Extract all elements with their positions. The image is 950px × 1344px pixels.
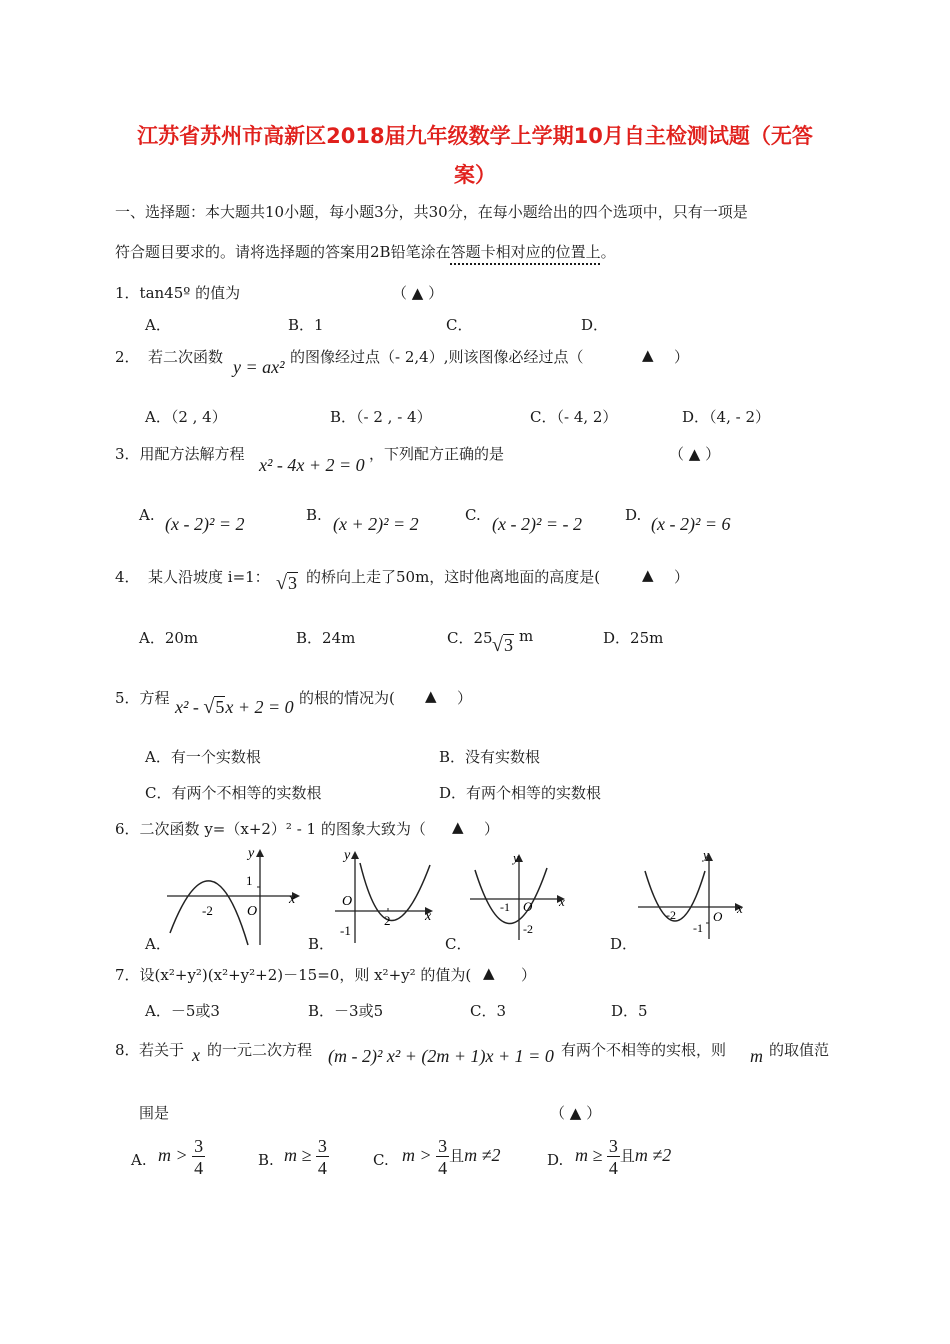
- question-8-text-a: 若关于: [139, 1041, 185, 1059]
- origin-label: O: [342, 894, 353, 909]
- y-axis-label: y: [344, 848, 351, 863]
- option-a: A．: [145, 316, 171, 334]
- section-intro-end: 。: [600, 243, 616, 261]
- option-c-formula: (x - 2)² = - 2: [492, 514, 583, 534]
- option-b-formula: (x + 2)² = 2: [333, 514, 419, 534]
- option-a-letter: A.: [139, 506, 155, 524]
- question-6-stem-end: ）: [484, 820, 500, 838]
- option-b: B．24m: [296, 629, 356, 647]
- question-text: tan45º 的值为: [139, 284, 241, 302]
- emphasized-text: 答题卡相对应的位置上: [450, 243, 601, 261]
- option-c: C．3: [470, 1002, 507, 1020]
- option-d-letter: D.: [625, 506, 642, 524]
- option-b: B．没有实数根: [439, 748, 541, 766]
- triangle-mark: ▲: [642, 346, 654, 364]
- graph-a: [162, 845, 302, 950]
- option-a: A．有一个实数根: [145, 748, 261, 766]
- question-text: 方程: [139, 689, 170, 707]
- option-a: A．－5或3: [145, 1002, 220, 1020]
- option-b: B．: [308, 935, 335, 953]
- question-8-text-d: 的取值范: [769, 1041, 830, 1059]
- option-c-letter: C.: [465, 506, 481, 524]
- option-d: D．（4, - 2）: [682, 408, 770, 426]
- question-2-text-a: 若二次函数: [148, 348, 224, 366]
- option-a: A．20m: [139, 629, 199, 647]
- formula: x² - 4x + 2 = 0: [259, 455, 365, 475]
- formula: x² - √5x + 2 = 0: [175, 696, 294, 718]
- y-axis-label: y: [513, 850, 519, 865]
- y-axis-label: y: [703, 847, 709, 862]
- question-5-stem-a: [115, 687, 170, 708]
- question-number: 7．: [115, 966, 140, 984]
- section-intro-line-1: 一、选择题：本大题共10小题，每小题3分，共30分，在每小题给出的四个选项中，只有一项是: [115, 203, 748, 221]
- tick-label: 2: [384, 913, 391, 928]
- question-6-stem: [115, 818, 426, 839]
- question-8-number: 8．: [115, 1041, 140, 1059]
- title-line-2: 案）: [454, 163, 496, 187]
- option-a-formula: (x - 2)² = 2: [165, 514, 245, 534]
- triangle-mark: ▲: [452, 818, 464, 836]
- option-c: C．: [446, 316, 473, 334]
- tick-label: -2: [666, 908, 676, 922]
- option-c: C．: [445, 935, 472, 953]
- question-number: 1．: [115, 284, 140, 302]
- question-8-text-b: 的一元二次方程: [207, 1041, 313, 1059]
- tick-label: -2: [523, 922, 533, 936]
- option-b-letter: B.: [306, 506, 322, 524]
- answer-mark: （ ▲ ）: [550, 1104, 602, 1122]
- question-7-stem-end: ）: [521, 966, 537, 984]
- option-d: D．: [581, 316, 609, 334]
- tick-label: -1: [340, 923, 351, 938]
- option-c-formula: m > $\frac{3}{4}$ 且m ≠2: [402, 1136, 501, 1178]
- question-number: 5．: [115, 689, 140, 707]
- section-intro-text: 符合题目要求的。请将选择题的答案用2B铅笔涂在: [115, 243, 451, 261]
- question-text: 用配方法解方程: [139, 445, 245, 463]
- option-b-letter: B.: [258, 1151, 274, 1169]
- question-4-text-c: ）: [674, 568, 690, 586]
- question-8-text-e: 围是: [139, 1104, 170, 1122]
- question-8-text-c: 有两个不相等的实根，则: [561, 1041, 727, 1059]
- question-2-number: 2．: [115, 348, 140, 366]
- question-4-number: 4．: [115, 568, 140, 586]
- origin-label: O: [523, 899, 533, 914]
- graph-b: [330, 845, 440, 945]
- option-d: D．: [610, 935, 638, 953]
- question-number: 3．: [115, 445, 140, 463]
- variable-x: x: [192, 1045, 200, 1065]
- x-axis-label: x: [425, 909, 432, 924]
- triangle-mark: ▲: [483, 964, 495, 982]
- question-7-stem: [115, 964, 471, 985]
- question-2-text-c: ）: [674, 348, 690, 366]
- answer-mark: （ ▲ ）: [669, 445, 721, 463]
- option-d-formula: m ≥ $\frac{3}{4}$ 且m ≠2: [575, 1136, 672, 1178]
- option-c: C．有两个不相等的实数根: [145, 784, 322, 802]
- option-c: C．25: [447, 629, 493, 647]
- formula: y = ax²: [233, 357, 285, 377]
- question-2-text-b: 的图像经过点（- 2,4）,则该图像必经过点（: [290, 348, 584, 366]
- sqrt-expression: √3: [492, 634, 513, 656]
- y-axis-label: y: [248, 846, 255, 861]
- option-b-formula: m ≥ $\frac{3}{4}$: [284, 1136, 327, 1178]
- option-c-unit: m: [519, 627, 534, 645]
- triangle-mark: ▲: [425, 687, 437, 705]
- graph-c: [465, 848, 575, 943]
- option-d-formula: (x - 2)² = 6: [651, 514, 731, 534]
- graph-d: [633, 847, 753, 942]
- tick-label: -1: [500, 900, 510, 914]
- question-number: 6．: [115, 820, 140, 838]
- option-b: B．－3或5: [308, 1002, 384, 1020]
- option-b: B．1: [288, 316, 324, 334]
- sqrt-expression: √3: [276, 572, 297, 594]
- option-a-letter: A.: [131, 1151, 147, 1169]
- question-3-text-b: ，下列配方正确的是: [369, 445, 505, 463]
- triangle-mark: ▲: [642, 566, 654, 584]
- option-d: D．25m: [603, 629, 664, 647]
- tick-label: 1: [246, 873, 253, 888]
- question-1-stem: [115, 282, 240, 303]
- x-axis-label: x: [289, 892, 296, 907]
- answer-mark: （ ▲ ）: [392, 284, 444, 302]
- option-d-letter: D.: [547, 1151, 564, 1169]
- option-c-letter: C.: [373, 1151, 389, 1169]
- option-a: A．: [145, 935, 171, 953]
- tick-label: -2: [202, 903, 213, 918]
- question-5-text-c: ）: [457, 689, 473, 707]
- question-text: 设(x²+y²)(x²+y²+2)－15=0，则 x²+y² 的值为(: [139, 966, 472, 984]
- origin-label: O: [247, 904, 258, 919]
- origin-label: O: [713, 909, 723, 924]
- question-5-text-b: 的根的情况为(: [299, 689, 395, 707]
- question-text: 二次函数 y=（x+2）² - 1 的图象大致为（: [139, 820, 426, 838]
- option-d: D．有两个相等的实数根: [439, 784, 602, 802]
- question-3-stem-a: [115, 443, 245, 464]
- question-4-text-b: 的桥向上走了50m，这时他离地面的高度是(: [306, 568, 601, 586]
- option-d: D．5: [611, 1002, 648, 1020]
- section-intro-line-2: [115, 241, 616, 262]
- option-a-formula: m > $\frac{3}{4}$: [158, 1136, 204, 1178]
- title-line-1: 江苏省苏州市高新区2018届九年级数学上学期10月自主检测试题（无答: [137, 124, 813, 148]
- tick-label: -1: [693, 921, 703, 935]
- x-axis-label: x: [737, 901, 743, 916]
- option-b: B．（- 2 , - 4）: [330, 408, 432, 426]
- option-a: A．（2 , 4）: [145, 408, 227, 426]
- option-c: C．（- 4, 2）: [530, 408, 618, 426]
- formula: (m - 2)² x² + (2m + 1)x + 1 = 0: [328, 1046, 554, 1066]
- question-4-text-a: 某人沿坡度 i=1：: [148, 568, 270, 586]
- x-axis-label: x: [559, 894, 565, 909]
- variable-m: m: [750, 1046, 763, 1066]
